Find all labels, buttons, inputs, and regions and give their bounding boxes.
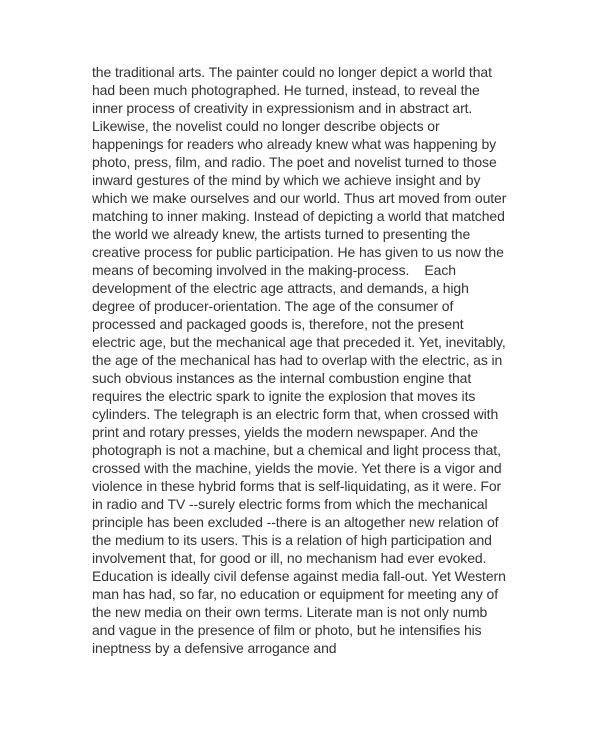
text-line: cylinders. The telegraph is an electric form that, when crossed with <box>92 406 499 422</box>
text-line: Likewise, the novelist could no longer describe objects or <box>92 118 440 134</box>
text-line: inward gestures of the mind by which we achieve insight and by <box>92 172 481 188</box>
text-line: the world we already knew, the artists turned to presenting the <box>92 226 471 242</box>
text-line: crossed with the machine, yields the movie. Yet there is a vigor and <box>92 460 502 476</box>
text-line: principle has been excluded --there is an altogether new relation of <box>92 514 499 530</box>
text-line: which we make ourselves and our world. Thus art moved from outer <box>92 190 507 206</box>
text-line: print and rotary presses, yields the modern newspaper. And the <box>92 424 479 440</box>
text-line: the traditional arts. The painter could no longer depict a world that <box>92 64 492 80</box>
text-line: processed and packaged goods is, therefore, not the present <box>92 316 464 332</box>
text-line: the new media on their own terms. Literate man is not only numb <box>92 604 488 620</box>
text-line: photograph is not a machine, but a chemical and light process that, <box>92 442 501 458</box>
text-line: photo, press, film, and radio. The poet and novelist turned to those <box>92 154 497 170</box>
text-line: the age of the mechanical has had to overlap with the electric, as in <box>92 352 503 368</box>
text-line: degree of producer-orientation. The age of the consumer of <box>92 298 454 314</box>
text-line: the medium to its users. This is a relation of high participation and <box>92 532 492 548</box>
text-line: requires the electric spark to ignite the explosion that moves its <box>92 388 476 404</box>
text-line: such obvious instances as the internal combustion engine that <box>92 370 472 386</box>
text-line: violence in these hybrid forms that is self-liquidating, as it were. For <box>92 478 502 494</box>
text-line: means of becoming involved in the making-process. Each <box>92 262 456 278</box>
body-text <box>92 63 522 657</box>
text-line: ineptness by a defensive arrogance and <box>92 640 337 656</box>
text-line: involvement that, for good or ill, no mechanism had ever evoked. <box>92 550 487 566</box>
text-line: inner process of creativity in expressionism and in abstract art. <box>92 100 473 116</box>
text-line: Education is ideally civil defense against media fall-out. Yet Western <box>92 568 506 584</box>
text-line: matching to inner making. Instead of depicting a world that matched <box>92 208 505 224</box>
text-line: happenings for readers who already knew what was happening by <box>92 136 497 152</box>
text-line: and vague in the presence of film or photo, but he intensifies his <box>92 622 482 638</box>
text-line: development of the electric age attracts, and demands, a high <box>92 280 469 296</box>
text-line: had been much photographed. He turned, instead, to reveal the <box>92 82 480 98</box>
text-line: man has had, so far, no education or equipment for meeting any of <box>92 586 498 602</box>
text-line: in radio and TV --surely electric forms from which the mechanical <box>92 496 488 512</box>
text-line: creative process for public participation. He has given to us now the <box>92 244 504 260</box>
text-line: electric age, but the mechanical age that preceded it. Yet, inevitably, <box>92 334 506 350</box>
